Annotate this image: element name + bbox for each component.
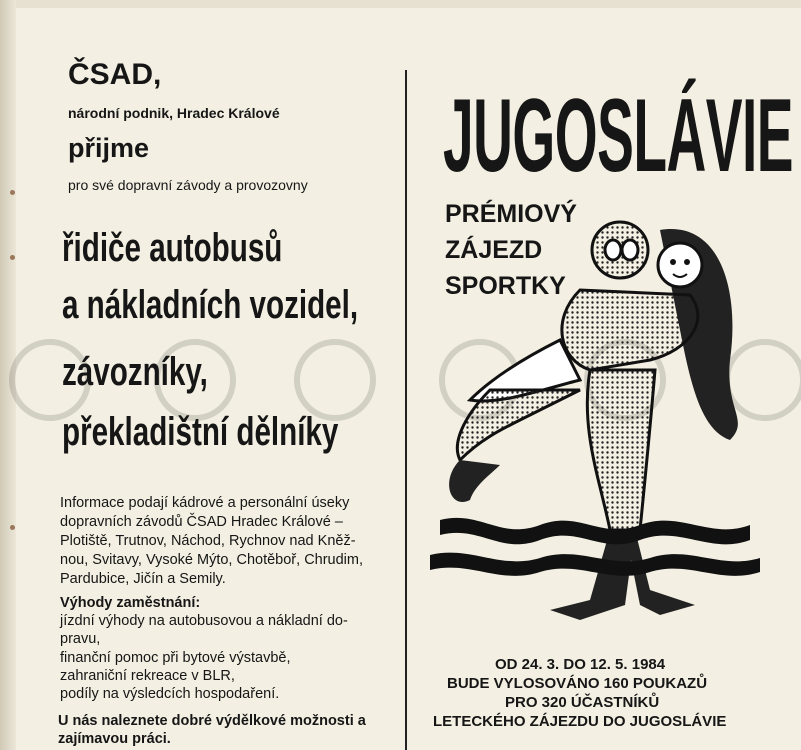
footer-line: PRO 320 ÚČASTNÍKŮ bbox=[505, 694, 660, 711]
benefits-title: Výhody zaměstnání: bbox=[60, 595, 201, 611]
binding-hole bbox=[10, 255, 15, 260]
benefit-line: zahraniční rekreace v BLR, bbox=[60, 668, 235, 684]
footer-line: LETECKÉHO ZÁJEZDU DO JUGOSLÁVIE bbox=[433, 713, 727, 730]
page-top-edge bbox=[0, 0, 801, 8]
footer-line: OD 24. 3. DO 12. 5. 1984 bbox=[495, 656, 666, 673]
closing-line: U nás naleznete dobré výdělkové možnosti a bbox=[58, 713, 366, 729]
hires-heading: přijme bbox=[68, 133, 150, 163]
info-line: Pardubice, Jičín a Semily. bbox=[60, 571, 226, 587]
headline: JUGOSLÁVIE bbox=[443, 78, 793, 194]
info-line: dopravních závodů ČSAD Hradec Králové – bbox=[60, 514, 343, 530]
subtitle-line: PRÉMIOVÝ bbox=[445, 200, 577, 228]
info-line: Plotiště, Trutnov, Náchod, Rychnov nad Kněž- bbox=[60, 533, 356, 549]
benefit-line: jízdní výhody na autobusovou a nákladní do- bbox=[60, 613, 348, 629]
column-divider bbox=[405, 70, 407, 750]
benefit-line: finanční pomoc při bytové výstavbě, bbox=[60, 650, 291, 666]
info-line: nou, Svitavy, Vysoké Mýto, Chotěboř, Chrudim, bbox=[60, 552, 364, 568]
info-line: Informace podají kádrové a personální úseky bbox=[60, 495, 350, 511]
binding-hole bbox=[10, 525, 15, 530]
benefit-line: pravu, bbox=[60, 631, 101, 647]
company-name: ČSAD, bbox=[68, 58, 162, 91]
benefit-line: podíly na výsledcích hospodaření. bbox=[60, 686, 280, 702]
company-subtitle: národní podnik, Hradec Králové bbox=[68, 105, 280, 121]
diver-mermaid-illustration bbox=[430, 210, 770, 650]
position-item: závozníky, bbox=[62, 350, 208, 394]
subtitle-line: ZÁJEZD bbox=[445, 236, 543, 264]
position-item: a nákladních vozidel, bbox=[62, 283, 359, 327]
position-item: řidiče autobusů bbox=[62, 226, 283, 270]
subtitle-line: SPORTKY bbox=[445, 272, 566, 300]
position-item: překladištní dělníky bbox=[62, 410, 339, 454]
binding-hole bbox=[10, 190, 15, 195]
footer-line: BUDE VYLOSOVÁNO 160 POUKAZŮ bbox=[447, 675, 708, 692]
closing-line: zajímavou práci. bbox=[58, 731, 171, 747]
hires-subtitle: pro své dopravní závody a provozovny bbox=[68, 177, 308, 193]
